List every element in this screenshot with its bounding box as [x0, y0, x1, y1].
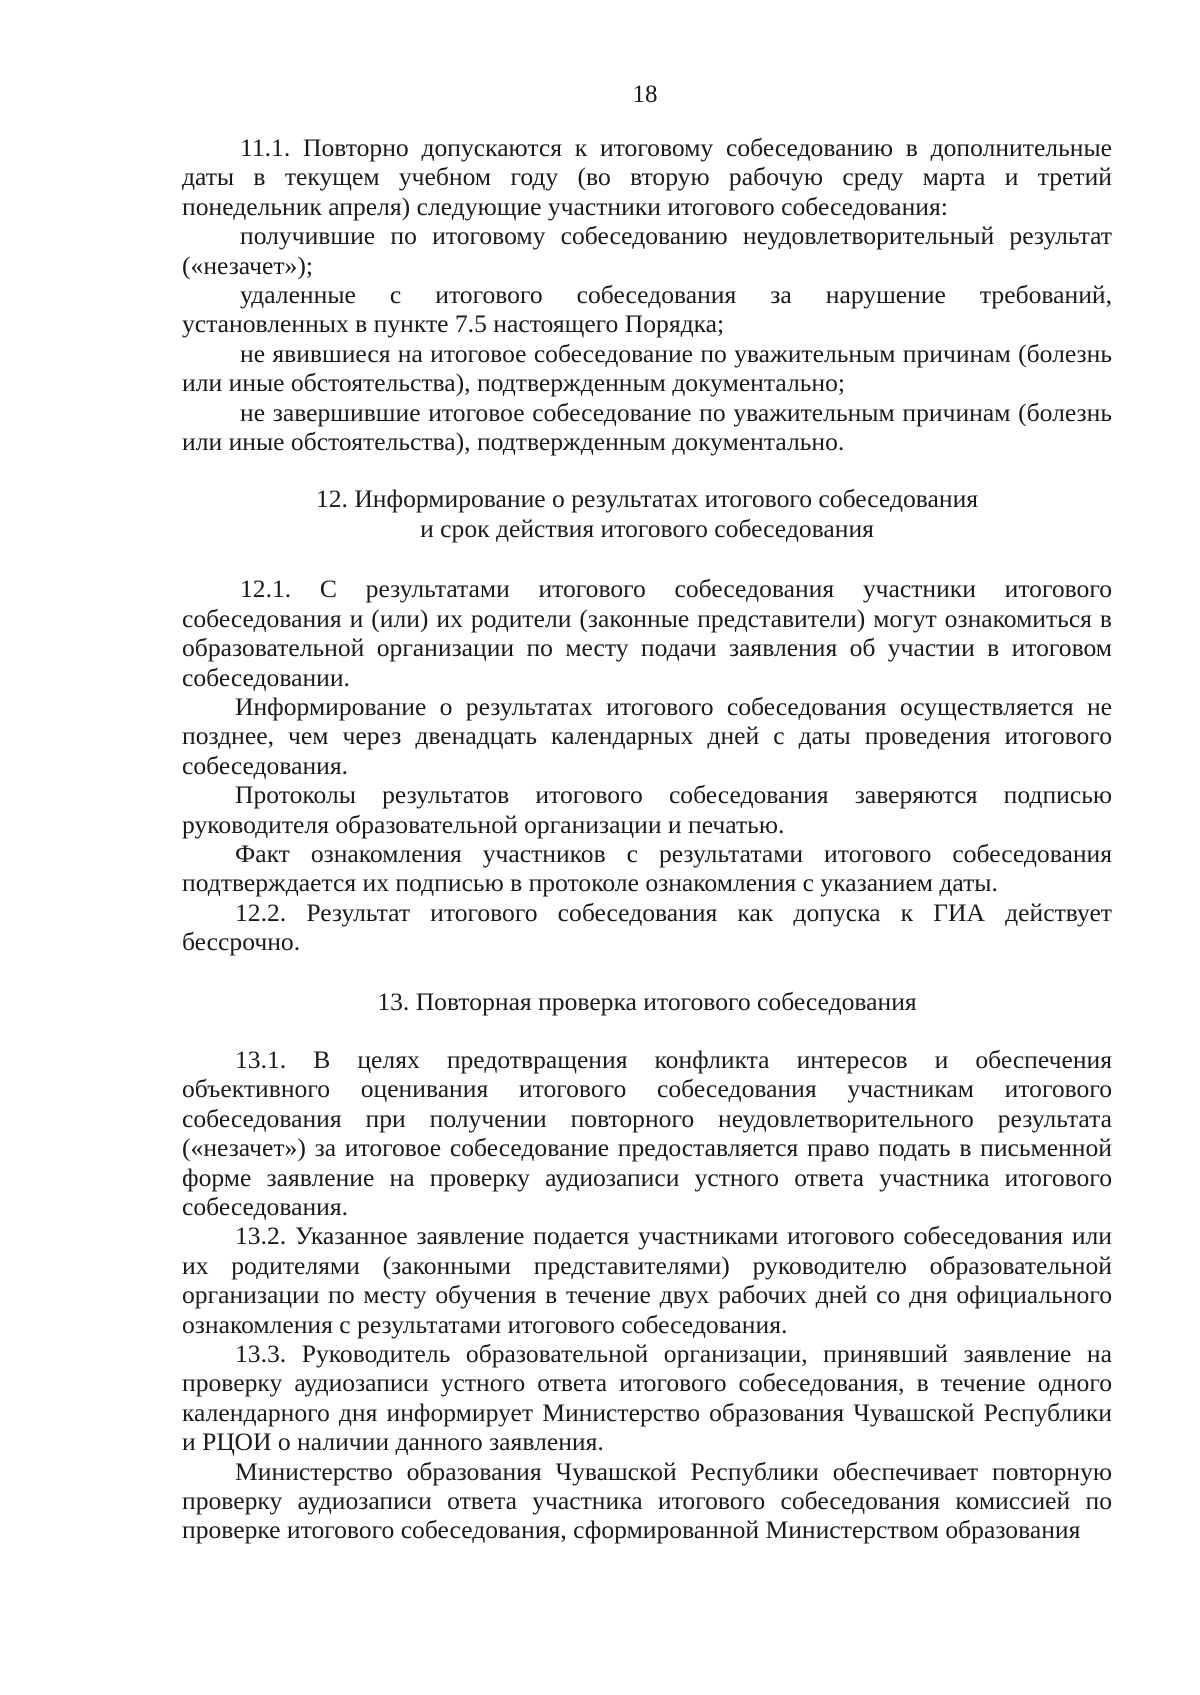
- paragraph-results-informing: Информирование о результатах итогового собеседования осуществляется не позднее, чем через двенадцать календарных дней с даты проведения итогового собеседования.: [182, 691, 1112, 780]
- list-item-removed-participants: удаленные с итогового собеседования за нарушение требований, установленных в пункте 7.5 настоящего Порядка;: [182, 280, 1112, 339]
- paragraph-11-1: 11.1. Повторно допускаются к итоговому собеседованию в дополнительные даты в текущем учебном году (во вторую рабочую среду марта и третий понедельник апреля) следующие участники итогового собеседования:: [182, 133, 1112, 221]
- paragraph-ministry-review: Министерство образования Чувашской Республики обеспечивает повторную проверку аудиозаписи ответа участника итогового собеседования комиссией по проверке итогового собеседования, сформированной Министерством образования: [182, 1456, 1112, 1545]
- paragraph-12-1: 12.1. С результатами итогового собеседования участники итогового собеседования и (или) их родители (законные представители) могут ознакомиться в образовательной организации по месту подачи заявления об участии в итоговом собеседовании.: [182, 574, 1112, 692]
- list-item-absent-participants: не явившиеся на итоговое собеседование по уважительным причинам (болезнь или иные обстоятельства), подтвержденным документально;: [182, 338, 1112, 398]
- list-item-not-completed-participants: не завершившие итоговое собеседование по уважительным причинам (болезнь или иные обстоятельства), подтвержденным документально.: [182, 397, 1112, 457]
- section-13-heading: 13. Повторная проверка итогового собеседования: [377, 986, 917, 1016]
- page-number: 18: [632, 81, 658, 108]
- list-item-unsatisfactory-result: получившие по итоговому собеседованию неудовлетворительный результат («незачет»);: [182, 221, 1112, 280]
- paragraph-13-2: 13.2. Указанное заявление подается участниками итогового собеседования или их родителями (законными представителями) руководителю образовательной организации по месту обучения в течение двух рабочих дней со дня официального ознакомления с результатами итогового собеседования.: [182, 1221, 1112, 1339]
- paragraph-12-2: 12.2. Результат итогового собеседования как допуска к ГИА действует бессрочно.: [182, 897, 1112, 957]
- section-12-heading: 12. Информирование о результатах итогового собеседования и срок действия итогового собеседования: [315, 484, 979, 543]
- paragraph-acknowledgement: Факт ознакомления участников с результатами итогового собеседования подтверждается их подписью в протоколе ознакомления с указанием даты.: [182, 838, 1112, 898]
- document-body: [182, 133, 1112, 1545]
- paragraph-13-3: 13.3. Руководитель образовательной организации, принявший заявление на проверку аудиозаписи устного ответа итогового собеседования, в течение одного календарного дня информирует Министерство образования Чувашской Республики и РЦОИ о наличии данного заявления.: [182, 1339, 1112, 1457]
- paragraph-13-1: 13.1. В целях предотвращения конфликта интересов и обеспечения объективного оценивания итогового собеседования участникам итогового собеседования при получении повторного неудовлетворительного результата («незачет») за итоговое собеседование предоставляется право подать в письменной форме заявление на проверку аудиозаписи устного ответа участника итогового собеседования.: [182, 1044, 1112, 1221]
- paragraph-protocols: Протоколы результатов итогового собеседования заверяются подписью руководителя образовательной организации и печатью.: [182, 780, 1112, 839]
